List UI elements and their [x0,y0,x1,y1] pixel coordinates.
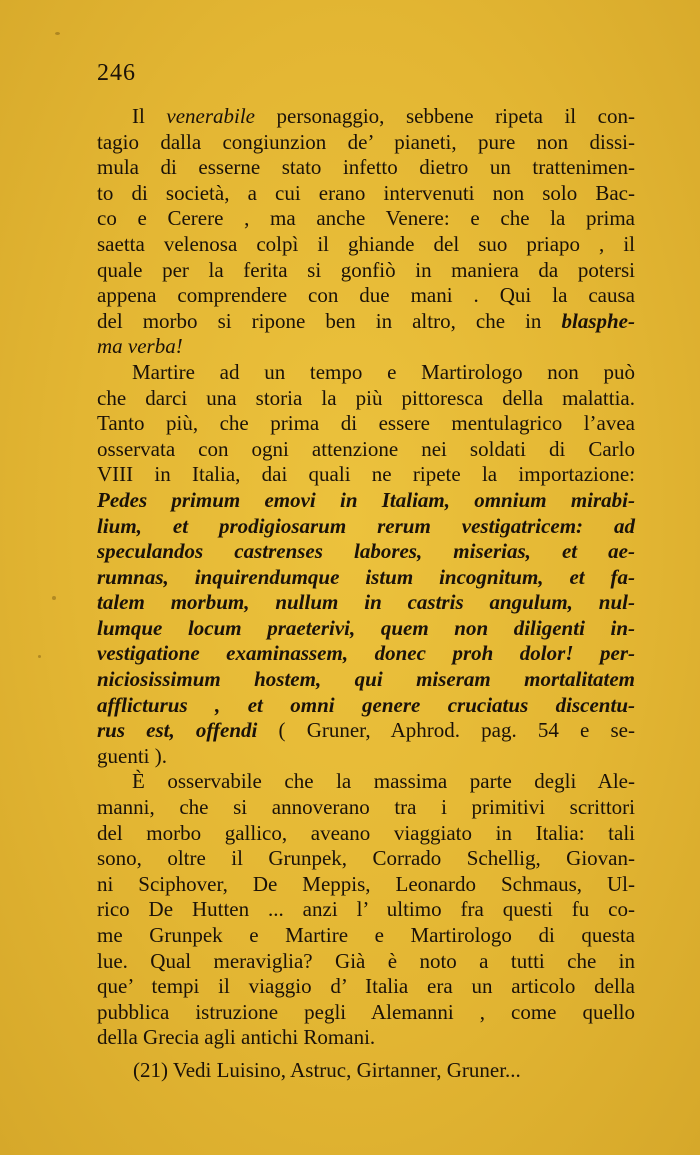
text-segment: appena comprendere con due mani . Qui la causa [97,283,635,308]
text-segment: che darci una storia la più pittoresca della malattia. [97,385,635,410]
text-line [97,974,635,1000]
text-line [97,718,635,744]
text-line [97,897,635,923]
text-line [97,462,635,488]
text-segment: rico De Hutten ... anzi l’ ultimo fra questi fu co- [97,897,635,922]
text-segment: saetta velenosa colpì il ghiande del suo priapo , il [97,231,635,256]
text-line [97,846,635,872]
text-line [97,104,635,130]
text-line [97,181,635,207]
text-segment: lium, et prodigiosarum rerum vestigatricem: ad [97,513,635,538]
text-segment: ma verba! [97,334,183,359]
text-segment: personaggio, sebbene ripeta il con- [255,104,635,128]
text-line [97,283,635,309]
text-line [97,693,635,719]
text-segment: ( Gruner, Aphrod. pag. 54 e se- [257,718,635,743]
text-segment: afflicturus , et omni genere cruciatus discentu- [97,692,635,717]
text-segment: talem morbum, nullum in castris angulum, nul- [97,590,635,615]
text-segment: Martire ad un tempo e Martirologo non può [132,359,635,384]
text-line [97,386,635,412]
text-segment: VIII in Italia, dai quali ne ripete la importazione: [97,462,635,487]
text-segment: Il [132,104,167,128]
text-segment: ni Sciphover, De Meppis, Leonardo Schmaus, Ul- [97,871,635,896]
text-line [97,949,635,975]
text-segment: del morbo gallico, aveano viaggiato in Italia: tali [97,820,635,845]
text-line [97,411,635,437]
text-segment: rus est, offendi [97,718,258,743]
text-segment: Pedes primum emovi in Italiam, omnium mirabi- [97,487,635,512]
text-segment: del morbo si ripone ben in altro, che in [97,308,562,333]
text-line [97,821,635,847]
text-segment: sono, oltre il Grunpek, Corrado Schellig, Giovan- [97,846,635,871]
text-line [97,641,635,667]
text-line [97,923,635,949]
text-segment: guenti ). [97,743,167,768]
text-line [97,309,635,335]
text-line [97,872,635,898]
ink-stain [52,596,56,600]
text-line [97,334,635,360]
text-line [97,232,635,258]
text-line [97,206,635,232]
footnote: (21) Vedi Luisino, Astruc, Girtanner, Gruner... [133,1058,521,1082]
text-segment: Tanto più, che prima di essere mentulagrico l’avea [97,411,635,436]
text-line [97,769,635,795]
text-segment: rumnas, inquirendumque istum incognitum, et fa- [97,564,635,589]
text-segment: quale per la ferita si gonfiò in maniera da potersi [97,257,635,282]
ink-stain [38,655,41,658]
text-segment: manni, che si annoverano tra i primitivi scrittori [97,795,635,820]
text-line [97,616,635,642]
text-line [97,565,635,591]
text-line [97,539,635,565]
text-segment: lumque locum praeterivi, quem non diligenti in- [97,615,635,640]
ink-stain [55,32,60,35]
text-segment: que’ tempi il viaggio d’ Italia era un articolo della [97,974,635,999]
text-segment: co e Cerere , ma anche Venere: e che la prima [97,206,635,231]
text-line [97,360,635,386]
text-segment: blasphe- [561,308,635,333]
text-line [97,514,635,540]
text-line [97,488,635,514]
text-line [97,744,635,770]
text-segment: me Grunpek e Martire e Martirologo di questa [97,923,635,947]
text-segment: È osservabile che la massima parte degli Ale- [132,769,635,794]
text-segment: della Grecia agli antichi Romani. [97,1025,376,1050]
text-line [97,437,635,463]
text-segment: to di società, a cui erano intervenuti non solo Bac- [97,180,635,205]
text-segment: pubblica istruzione pegli Alemanni , come quello [97,999,635,1024]
text-line [97,1000,635,1026]
text-line [97,130,635,156]
text-segment: osservata con ogni attenzione nei soldati di Carlo [97,436,635,461]
text-line [97,795,635,821]
page-number: 246 [97,60,136,86]
text-segment: niciosissimum hostem, qui miseram mortalitatem [97,667,635,692]
text-segment: vestigatione examinassem, donec proh dolor! per- [97,641,635,666]
text-line [97,155,635,181]
text-segment: venerabile [166,104,255,128]
text-segment: mula di esserne stato infetto dietro un trattenimen- [97,155,635,180]
text-line [97,590,635,616]
text-segment: lue. Qual meraviglia? Già è noto a tutti che in [97,948,635,973]
body-text [97,104,635,1051]
text-line [97,1025,635,1051]
text-segment: tagio dalla congiunzion de’ pianeti, pure non dissi- [97,129,635,154]
text-segment: speculandos castrenses labores, miserias, et ae- [97,539,635,564]
text-line [97,667,635,693]
text-line [97,258,635,284]
